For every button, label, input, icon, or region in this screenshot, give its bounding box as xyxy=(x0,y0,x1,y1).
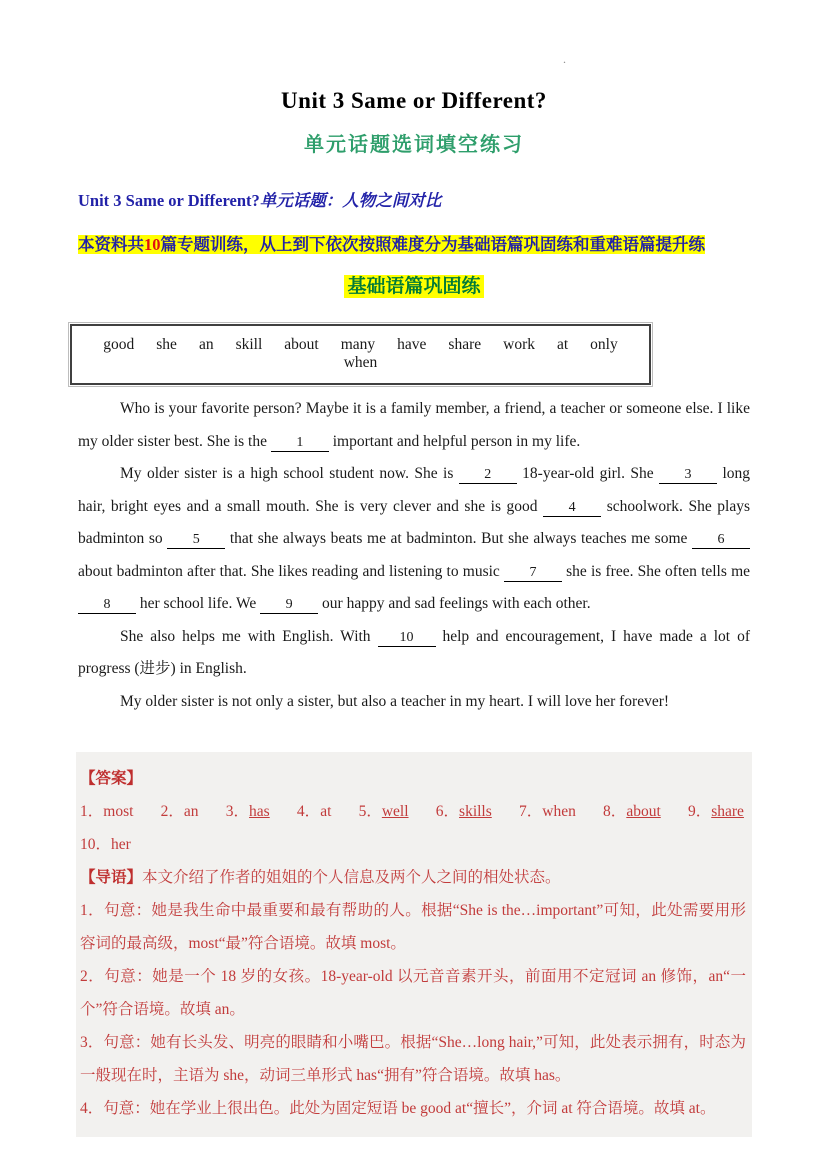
document-title: Unit 3 Same or Different? xyxy=(281,88,547,113)
answer-item-5: 5．well xyxy=(358,803,409,820)
corner-mark: . xyxy=(563,52,566,66)
answer-item-2: 2．an xyxy=(160,803,199,820)
material-notice xyxy=(78,231,750,255)
fill-blank-9[interactable]: 9 xyxy=(260,597,318,614)
answer-item-7: 7．when xyxy=(518,803,576,820)
fill-blank-6[interactable]: 6 xyxy=(692,532,750,549)
notice-suffix: 篇专题训练，从上到下依次按照难度分为基础语篇巩固练和重难语篇提升练 xyxy=(160,235,705,254)
fill-blank-10[interactable]: 10 xyxy=(378,630,436,647)
unit-topic-zh: 单元话题：人物之间对比 xyxy=(259,191,442,210)
answer-item-1: 1．most xyxy=(80,803,134,820)
page-content xyxy=(78,0,750,1137)
section-heading xyxy=(78,271,750,298)
analysis-item-3: 3．句意：她有长头发、明亮的眼睛和小嘴巴。根据“She…long hair,”可知，此处表示拥有，时态为一般现在时，主语为 she，动词三单形式 has“拥有”符合语境。故填 has。 xyxy=(80,1034,746,1084)
answer-item-3: 3．has xyxy=(225,803,270,820)
document-subtitle: 单元话题选词填空练习 xyxy=(304,134,524,156)
word-bank-item: many xyxy=(340,336,376,353)
passage-paragraph: My older sister is not only a sister, but also a teacher in my heart. I will love her forever! xyxy=(120,692,670,710)
answer-word: share xyxy=(711,803,744,820)
analysis-item-1: 1．句意：她是我生命中最重要和最有帮助的人。根据“She is the…important”可知，此处需要用形容词的最高级，most“最”符合语境。故填 most。 xyxy=(80,902,746,952)
fill-blank-1[interactable]: 1 xyxy=(271,435,329,452)
word-bank-item: when xyxy=(343,354,378,371)
intro-row xyxy=(80,861,746,894)
analysis-item-2: 2．句意：她是一个 18 岁的女孩。18-year-old 以元音音素开头，前面用不定冠词 an 修饰，an“一个”符合语境。故填 an。 xyxy=(80,968,746,1018)
answer-item-8: 8．about xyxy=(603,803,661,820)
answer-word: most xyxy=(103,803,134,820)
passage xyxy=(78,393,750,718)
fill-blank-2[interactable]: 2 xyxy=(459,467,517,484)
word-bank-item: good xyxy=(103,336,135,353)
passage-paragraph: My older sister is a high school student now. She is 2 18-year-old girl. She 3 long hair, bright eyes and a small mouth. She is very clever and she is good 4 schoolwork. She plays badminton so 5 that she always beats me at badminton. But she always teaches me some 6 about badminton after that. She likes reading and listening to music 7 she is free. She often tells me 8 her school life. We 9 our happy and sad feelings with each other. xyxy=(78,465,751,612)
answer-item-6: 6．skills xyxy=(435,803,492,820)
section-heading-text: 基础语篇巩固练 xyxy=(344,275,483,298)
answer-item-10: 10．her xyxy=(80,836,131,853)
word-bank-item: about xyxy=(284,336,319,353)
answer-word: an xyxy=(183,803,199,820)
unit-topic-en: Unit 3 Same or Different? xyxy=(78,191,260,210)
notice-count: 10 xyxy=(144,235,161,254)
answer-word: skills xyxy=(459,803,492,820)
word-bank-item: at xyxy=(556,336,569,353)
intro-text: 本文介绍了作者的姐姐的个人信息及两个人之间的相处状态。 xyxy=(142,869,561,886)
notice-prefix: 本资料共 xyxy=(78,235,144,254)
answers-label: 【答案】 xyxy=(80,770,143,787)
analysis-item-4: 4．句意：她在学业上很出色。此处为固定短语 be good at“擅长”，介词 at 符合语境。故填 at。 xyxy=(80,1100,716,1117)
answer-word: well xyxy=(381,803,409,820)
word-bank-item: work xyxy=(503,336,535,353)
word-bank xyxy=(70,324,651,385)
answer-block xyxy=(76,752,752,1137)
word-bank-item: share xyxy=(448,336,482,353)
answer-word: has xyxy=(249,803,270,820)
answer-word: her xyxy=(111,836,131,853)
word-bank-item: only xyxy=(590,336,618,353)
word-bank-item: skill xyxy=(235,336,263,353)
fill-blank-7[interactable]: 7 xyxy=(504,565,562,582)
unit-topic-heading xyxy=(78,187,750,211)
word-bank-item: have xyxy=(397,336,427,353)
answers-label-row xyxy=(80,762,746,795)
fill-blank-8[interactable]: 8 xyxy=(78,597,136,614)
word-bank-item: an xyxy=(198,336,214,353)
answers-row-overflow xyxy=(80,828,746,861)
intro-label: 【导语】 xyxy=(80,869,143,886)
fill-blank-5[interactable]: 5 xyxy=(167,532,225,549)
fill-blank-3[interactable]: 3 xyxy=(659,467,717,484)
passage-paragraph: She also helps me with English. With 10 help and encouragement, I have made a lot of progress (进步) in English. xyxy=(78,627,750,677)
answer-word: when xyxy=(542,803,576,820)
answer-item-9: 9．share xyxy=(687,803,744,820)
answer-word: at xyxy=(320,803,332,820)
word-bank-item: she xyxy=(156,336,177,353)
answers-row xyxy=(80,795,746,828)
answer-item-4: 4．at xyxy=(296,803,332,820)
answer-word: about xyxy=(626,803,661,820)
analysis-list xyxy=(80,894,746,1125)
fill-blank-4[interactable]: 4 xyxy=(543,500,601,517)
passage-paragraph: Who is your favorite person? Maybe it is a family member, a friend, a teacher or someone else. I like my older sister best. She is the 1 important and helpful person in my life. xyxy=(78,400,750,450)
